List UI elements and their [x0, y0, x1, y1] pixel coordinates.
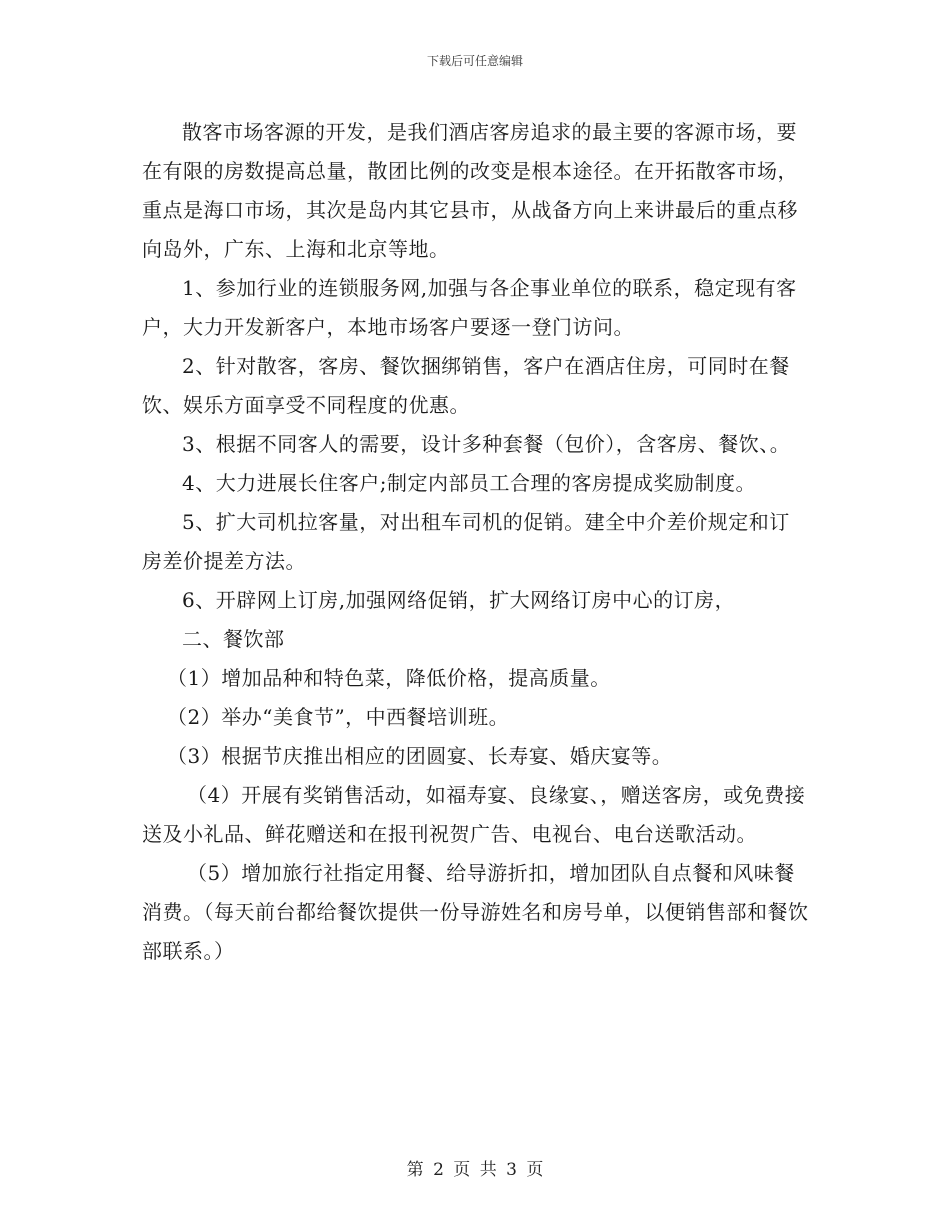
paragraph-sub-4: （4）开展有奖销售活动，如福寿宴、良缘宴、，赠送客房，或免费接送及小礼品、鲜花赠送和在报刊祝贺广告、电视台、电台送歌活动。: [142, 783, 806, 846]
section-heading-catering: 二、餐饮部: [182, 627, 285, 651]
page-footer: 第 2 页 共 3 页: [406, 1160, 544, 1180]
paragraph-sub-5: （5）增加旅行社指定用餐、给导游折扣，增加团队自点餐和风味餐消费。（每天前台都给餐饮提供一份导游姓名和房号单，以便销售部和餐饮部联系。）: [142, 861, 809, 963]
paragraph-intro: 散客市场客源的开发，是我们酒店客房追求的最主要的客源市场，要在有限的房数提高总量，散团比例的改变是根本途径。在开拓散客市场，重点是海口市场，其次是岛内其它县市，从战备方向上来讲最后的重点移向岛外，广东、上海和北京等地。: [142, 120, 798, 261]
paragraph-sub-1: （1）增加品种和特色菜，降低价格，提高质量。: [167, 666, 611, 690]
page-header: 下载后可任意编辑: [426, 54, 523, 68]
paragraph-item-6: 6、开辟网上订房,加强网络促销，扩大网络订房中心的订房，: [182, 588, 736, 612]
paragraph-item-3: 3、根据不同客人的需要，设计多种套餐（包价），含客房、餐饮、。: [182, 432, 791, 456]
paragraph-item-5: 5、扩大司机拉客量，对出租车司机的促销。建全中介差价规定和订房差价提差方法。: [142, 510, 790, 573]
paragraph-sub-3: （3）根据节庆推出相应的团圆宴、长寿宴、婚庆宴等。: [167, 744, 673, 768]
paragraph-item-2: 2、针对散客，客房、餐饮捆绑销售，客户在酒店住房，可同时在餐饮、娱乐方面享受不同程度的优惠。: [142, 354, 790, 417]
paragraph-item-1: 1、参加行业的连锁服务网,加强与各企事业单位的联系，稳定现有客户，大力开发新客户，本地市场客户要逐一登门访问。: [142, 276, 797, 339]
document-body: [142, 113, 810, 971]
paragraph-sub-2: （2）举办“美食节”，中西餐培训班。: [167, 705, 510, 729]
paragraph-item-4: 4、大力进展长住客户;制定内部员工合理的客房提成奖励制度。: [182, 471, 756, 495]
